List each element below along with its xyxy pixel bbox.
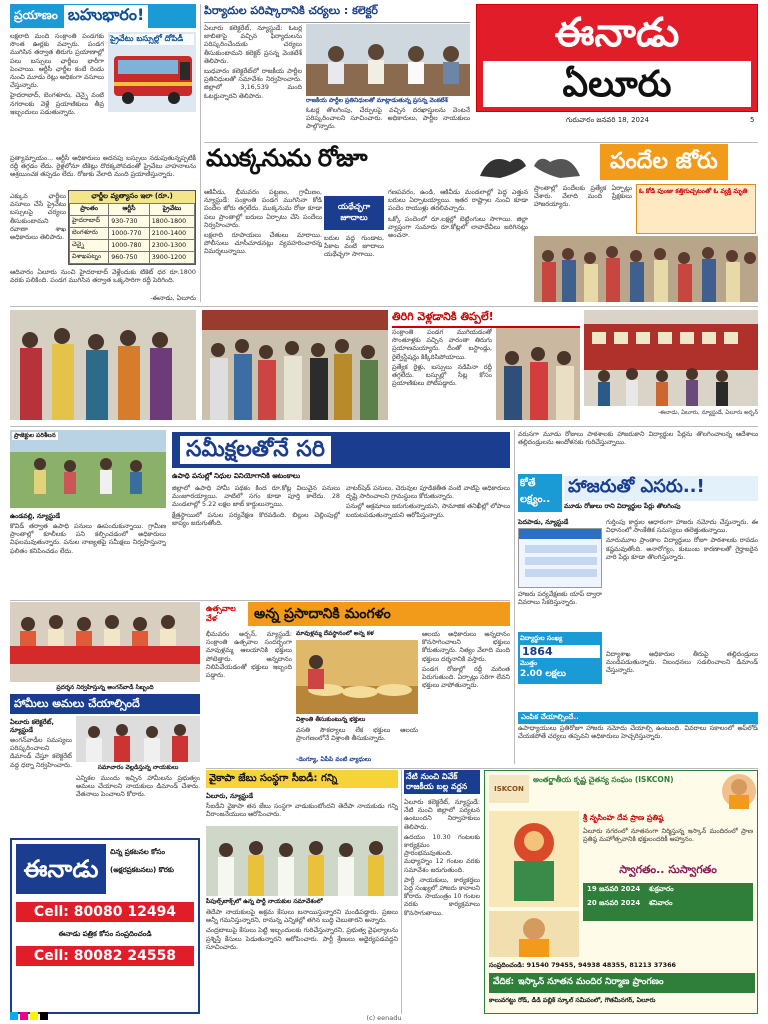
fare-row xyxy=(70,252,195,264)
prasadam-kicker: ఉత్సవాల వేళ xyxy=(206,604,236,623)
leaders-caption: సమాచారం వెల్లడిస్తున్న నాయకులు xyxy=(97,764,179,771)
iskcon-date: 20 జనవరి 2024 xyxy=(587,899,641,907)
cockfight-box xyxy=(636,184,756,234)
travel-credit: -ఈనాడు, ఏలూరు xyxy=(150,294,196,302)
iskcon-date: 19 జనవరి 2024 xyxy=(587,885,641,893)
fare-cell: 930-730 xyxy=(109,216,150,228)
cid-photo xyxy=(206,826,398,896)
stat-label: విద్యార్థుల సంఖ్య xyxy=(520,634,563,642)
return-headline: తిరిగి వెళ్లడానికి తిప్పలే! xyxy=(392,310,580,328)
section-divider xyxy=(10,306,758,307)
collector-body-1: ఏలూరు కలెక్టరేట్, న్యూస్టుడే: ఓటర్ల జాబితాపై వచ్చిన ఫిర్యాదులను పరిష్కరించేందుకు చర్యలు తీసుకుంటామని కలెక్టర్ ప్రసన్న వెంకటేశ్ తెలిపారు. బుధవారం కలెక్టరేట్‌లో రాజకీయ పార్టీల ప్రతినిధులతో సమావేశం నిర్వహించారు. జిల్లాలో 3,16,539 మంది ఓటర్లున్నారని తెలిపారు. xyxy=(204,24,302,100)
promises-body-2: ఎన్నికల ముందు ఇచ్చిన హామీలను ప్రభుత్వం అమలు చేయాలని నాయకులు డిమాండ్ చేశారు. వేతనాలు పెంచాలని కోరారు. xyxy=(76,774,200,799)
app-screenshot xyxy=(518,528,602,588)
leaders-photo xyxy=(76,716,200,762)
cyan-mark xyxy=(10,1012,18,1020)
cid-body-1: సీఐడీని వైకాపా తన జేబు సంస్థగా వాడుకుంటోందని తెదేపా నాయకుడు గన్ని వీరాంజనేయులు ఆరోపించారు. xyxy=(206,802,398,819)
fare-th: ప్రాంతం xyxy=(70,204,109,216)
masthead-edition: ఏలూరు xyxy=(562,63,672,105)
page-number: 5 xyxy=(750,116,755,124)
fare-table-title: ఛార్జీల వ్యత్యాసం ఇలా (రూ.) xyxy=(69,191,195,203)
ad-line1: చిన్న ప్రకటనల కోసం xyxy=(110,848,166,856)
field-photo-label: ప్రాజెక్టుల పరిశీలన xyxy=(14,432,56,439)
reviews-headline-box xyxy=(172,432,510,468)
magenta-mark xyxy=(20,1012,28,1020)
footer-copyright: (c) eenadu xyxy=(366,1014,402,1022)
cockfight-tag xyxy=(324,196,384,230)
iskcon-phones: సంప్రదించండి: 91540 79455, 94938 48355, 81213 37366 xyxy=(489,961,677,969)
stat-value: 2.00 లక్షలు xyxy=(520,669,566,679)
prasadam-caption-bottom: విశ్రాంతి తీసుకుంటున్న భక్తులు xyxy=(296,716,366,723)
crowd-photo-3 xyxy=(496,328,580,420)
section-divider xyxy=(10,600,510,601)
travel-kicker: ప్రయాణం xyxy=(14,7,58,22)
fare-cell: చెన్నై xyxy=(70,240,109,252)
cockfight-body-4: ప్రాంతాల్లో పందేలకు ప్రత్యేక ఏర్పాట్లు చేశారు. వేలాది మంది ప్రేక్షకులు హాజరయ్యారు. xyxy=(534,184,632,209)
protest-photo xyxy=(10,602,200,682)
reviews-body-3: వాటర్‌షెడ్ పనులు, చెరువుల పూడికతీత వంటి వాటిపై అధికారులు దృష్టి సారించాలని గ్రామస్థులు కోరుతున్నారు. పనుల్లో అక్రమాలు జరుగుతున్నాయని, సామాజిక తనిఖీల్లో లోపాలు బయటపడుతున్నాయని ఆరోపిస్తున్నారు. xyxy=(346,484,510,519)
iskcon-day: శుక్రవారం xyxy=(648,885,674,893)
cockfight-body-1: ఆకివీడు, భీమవరం పట్టణం, గ్రామీణం, న్యూస్టుడే: సంక్రాంతి పండగ ముగిసినా కోడి పందేల జోరు తగ్గలేదు. ముక్కనుమ రోజు కూడా పలు ప్రాంతాల్లో బరులు ఏర్పాటు చేసి పందేలు నిర్వహించారు. లక్షలాది రూపాయలు చేతులు మారాయి. పోలీసులు చూసీచూడనట్లు వ్యవహరించారన్న విమర్శలున్నాయి. xyxy=(204,188,322,256)
swami-photo xyxy=(721,773,757,809)
travel-body-4: ఆదివారం ఏలూరు నుంచి హైదరాబాద్ వెళ్లేందుకు టికెట్ ధర రూ.1800 వరకు పలికింది. పండగ ముగిసిన తర్వాత ఒక్కసారిగా రద్దీ పెరిగింది. xyxy=(10,268,196,285)
dateline: గురువారం జనవరి 18, 2024 xyxy=(566,116,649,124)
prasadam-footer-note: -డెంగ్యూ, ఏపీపి వంటి వ్యాధులు xyxy=(296,756,372,763)
fare-th: ప్రైవేటు xyxy=(149,204,194,216)
cockfight-body-2: బరుల వద్ద గుండాట, పేకాట వంటి జూదాలు యథేచ్ఛగా సాగాయి. xyxy=(324,234,384,259)
travel-body-2: ప్రత్యామ్నాయం... ఆర్టీసీ అధికారులు అదనపు బస్సులు నడుపుతున్నప్పటికీ రద్దీ తగ్గడం లేదు. రైళ్లలోనూ టికెట్లు దొరక్కపోవడంతో ప్రైవేటు వాహనాలను ఆశ్రయించక తప్పడం లేదు. రోజుకు వేలాది మంది ప్రయాణిస్తున్నారు. xyxy=(10,154,196,179)
attendance-lower-label: ఎంపిక చేయాల్సిందే.. xyxy=(518,712,758,724)
story-attendance xyxy=(518,430,758,764)
masthead xyxy=(476,4,758,112)
iskcon-address: కాలువగట్టు రోడ్, డీడీ పబ్లిక్ స్కూల్ సమీపంలో, గౌతమీనగర్, ఏలూరు xyxy=(489,997,656,1004)
story-cockfights xyxy=(204,144,758,302)
crowd-photo xyxy=(534,236,758,302)
fare-cell: 1000-780 xyxy=(109,240,150,252)
attendance-body-4: ఉపాధ్యాయులు ప్రతిరోజూ హాజరు నమోదు చేయాల్సి ఉంటుంది. వివరాలు సకాలంలో అప్‌లోడ్ చేయకపోతే చర్యలు తప్పవని అధికారులు హెచ్చరిస్తున్నారు. xyxy=(518,724,758,741)
section-divider xyxy=(204,142,758,143)
column-divider xyxy=(200,4,201,302)
promises-headline: హామీలు అమలు చేయాల్సిందే xyxy=(10,694,200,714)
attendance-top-body: వరుసగా మూడు రోజులు పాఠశాలకు హాజరుకాని విద్యార్థుల పేర్లను తొలగించాలన్న ఆదేశాలు తల్లిదండ్రులను ఆందోళనకు గురిచేస్తున్నాయి. xyxy=(518,430,758,447)
yellow-mark xyxy=(30,1012,38,1020)
attendance-stats xyxy=(518,632,602,684)
fare-table-grid xyxy=(69,203,195,264)
iskcon-dates xyxy=(583,883,753,921)
attendance-subhead: మూడు రోజులు రాని విద్యార్థుల పేర్లు తొలగింపు xyxy=(564,502,681,510)
ad-phone2: Cell: 80082 24558 xyxy=(16,946,194,966)
promises-dateline: ఏలూరు కలెక్టరేట్, న్యూస్టుడే xyxy=(10,718,54,734)
fare-cell: 1000-770 xyxy=(109,228,150,240)
return-body: సంక్రాంతి పండగ ముగియడంతో సొంతూళ్లకు వచ్చిన వారంతా తిరుగు ప్రయాణమయ్యారు. దీంతో బస్టాండ్లు, రైల్వేస్టేషన్లు కిక్కిరిసిపోయాయి. ప్రత్యేక రైళ్లు, బస్సులు నడిపినా రద్దీ తగ్గలేదు. బస్సుల్లో సీట్ల కోసం ప్రయాణికులు పోటీపడ్డారు. xyxy=(392,328,492,388)
fare-row xyxy=(70,240,195,252)
stat-value: 1864 xyxy=(520,645,600,658)
fare-cell: 2300-1300 xyxy=(149,240,194,252)
reviews-dateline: ఉండవల్లి, న్యూస్టుడే xyxy=(10,512,61,520)
iskcon-welcome: స్వాగతం.. సుస్వాగతం xyxy=(619,863,717,876)
reviews-body-2: జిల్లాలో ఉపాధి హామీ పథకం కింద రూ.కోట్ల విలువైన పనులు మంజూరయ్యాయి. వాటిలో సగం కూడా పూర్తి కాలేదు. 28 మండలాల్లో 5.22 లక్షల జాబ్ కార్డులున్నాయి. క్షేత్రస్థాయిలో పనుల పర్యవేక్షణ కొరవడింది. బిల్లుల చెల్లింపుల్లో జాప్యం జరుగుతోంది. xyxy=(172,484,340,527)
cid-body-2: తెదేపా నాయకులపై అక్రమ కేసులు బనాయిస్తున్నారని మండిపడ్డారు. ప్రజలు అన్నీ గమనిస్తున్నారని, రానున్న ఎన్నికల్లో తగిన బుద్ధి చెబుతారని అన్నారు. చంద్రబాబుపై కేసులు పెట్టి ఇబ్బందులకు గురిచేస్తున్నారని, ప్రభుత్వ వైఫల్యాలను ప్రశ్నిస్తే కేసులు పెడుతున్నారని ఆరోపించారు. పార్టీ శ్రేణులు అధైర్యపడవద్దని సూచించారు. xyxy=(206,908,398,951)
iskcon-brand: ISKCON xyxy=(489,775,529,803)
cockfight-box-title: ఓ కోడి పుంజు కత్తిగుచ్చటంతో ఓ వ్యక్తి మృతి xyxy=(639,187,748,195)
iskcon-ad xyxy=(484,770,758,1014)
vivek-headline: నేటి నుంచి వివేక్ రాజకీయ బల్ల వర్ణన xyxy=(404,770,480,794)
reviews-body-1: కొవిడ్ తర్వాత ఉపాధి పనులు ఊపందుకున్నాయి. గ్రామీణ ప్రాంతాల్లో కూలీలకు పని కల్పించడంలో అధికారులు విఫలమవుతున్నారు. పనుల నాణ్యతపై సమీక్షలు నిర్వహిస్తున్నా ఫలితం కనిపించడం లేదు. xyxy=(10,522,166,555)
train-photo xyxy=(584,310,758,406)
ad-phone1: Cell: 80080 12494 xyxy=(16,902,194,922)
story-vivek xyxy=(404,770,480,1014)
travel-body-3: ఎక్కువ ఛార్జీలు వసూలు చేసే ప్రైవేటు బస్సులపై చర్యలు తీసుకుంటామని రవాణా శాఖ అధికారులు తెలిపారు. xyxy=(10,192,66,242)
attendance-body-3: విద్యాశాఖ అధికారుల తీరుపై తల్లిదండ్రులు మండిపడుతున్నారు. నిబంధనలు సడలించాలని డిమాండ్ చేస్తున్నారు. xyxy=(606,650,758,675)
eenadu-classifieds-ad xyxy=(10,838,200,1014)
iskcon-day: శనివారం xyxy=(648,899,673,907)
crowd-photo-1 xyxy=(10,310,196,420)
cockfight-body-3: గణపవరం, ఉండి, ఆకివీడు మండలాల్లో పెద్ద ఎత్తున బరులు ఏర్పాటయ్యాయి. ఇతర రాష్ట్రాల నుంచి కూడా పందెం రాయుళ్లు తరలివచ్చారు. ఒక్కో పందెంలో రూ.లక్షల్లో బెట్టింగులు సాగాయి. జిల్లా వ్యాప్తంగా సుమారు రూ.కోట్లలో లావాదేవీలు జరిగినట్లు అంచనా. xyxy=(388,188,528,240)
fare-table xyxy=(68,190,196,265)
story-reviews xyxy=(10,430,510,598)
ad-line2: (అక్షరప్రకటనలు) కొరకు xyxy=(110,866,174,874)
reviews-subhead: ఉపాధి పనుల్లో నిధుల వినియోగానికి ఆటంకాలు xyxy=(172,472,301,480)
prasadam-headline: అన్న ప్రసాదానికి మంగళం xyxy=(248,602,510,626)
stat-label: మొత్తం xyxy=(520,659,538,667)
protest-caption: ప్రదర్శన నిర్వహిస్తున్న అంగన్‌వాడీ సిబ్బంది xyxy=(56,684,154,691)
cockfight-headline-b: పందేల జోరు xyxy=(600,144,728,180)
attendance-body-1: గుర్తింపు కార్డుల ఆధారంగా హాజరు నమోదు చేస్తున్నారు. ఈ విధానంలో సాంకేతిక సమస్యలు తలెత్తుతున్నాయి. మారుమూల ప్రాంతాల విద్యార్థులు రోజూ పాఠశాలకు రావడం కష్టమవుతోంది. అనారోగ్యం, కుటుంబ కారణాలతో గైర్హాజరైన వారి పేర్లు కూడా తొలగిస్తున్నారు. xyxy=(606,518,758,561)
iskcon-body: ఏలూరు నగరంలో నూతనంగా నిర్మిస్తున్న ఇస్కాన్ మందిరంలో ప్రాణ ప్రతిష్ఠ మహోత్సవానికి భక్తులందరికీ ఆహ్వానం. xyxy=(583,827,753,844)
deity-image xyxy=(489,811,579,907)
fare-cell: 3900-1200 xyxy=(149,252,194,264)
crowd-photo-2 xyxy=(202,310,388,420)
story-collector xyxy=(204,4,470,140)
registration-marks xyxy=(10,1012,48,1020)
fare-row xyxy=(70,228,195,240)
fare-cell: 960-750 xyxy=(109,252,150,264)
story-travel xyxy=(10,4,196,302)
vivek-body: ఏలూరు కలెక్టరేట్, న్యూస్టుడే: నేటి నుంచి జిల్లాలో పర్యటన ఉంటుందని నిర్వాహకులు తెలిపారు. ఉదయం 10.30 గంటలకు కార్యక్రమం ప్రారంభమవుతుంది. మధ్యాహ్నం 12 గంటల వరకు సమావేశం జరుగుతుంది. పార్టీ నాయకులు, కార్యకర్తలు పెద్ద సంఖ్యలో హాజరు కావాలని కోరారు. సాయంత్రం 10 గంటల వరకు కార్యక్రమాలు కొనసాగుతాయి. xyxy=(404,798,480,917)
section-divider xyxy=(206,768,758,769)
ad-logo-box xyxy=(16,844,106,894)
cockfight-tag-text: యథేచ్ఛగా జూదాలు xyxy=(337,202,371,222)
story-promises xyxy=(10,602,200,834)
cockfight-headline-a: ముక్కనుమ రోజూ xyxy=(206,144,367,172)
reviews-headline: సమీక్షలతోనే సరి xyxy=(180,436,331,464)
column-divider xyxy=(514,430,515,764)
fare-cell: విశాఖపట్నం xyxy=(70,252,109,264)
collector-caption: రాజకీయ పార్టీల ప్రతినిధులతో మాట్లాడుతున్న ప్రసన్న వెంకటేశ్ xyxy=(306,97,448,104)
attendance-body-2: హాజరు పర్యవేక్షణకు యాప్ ద్వారా వివరాలు సేకరిస్తున్నారు. xyxy=(518,590,602,607)
fare-th: ఆర్టీసీ xyxy=(109,204,150,216)
fare-cell: 1800-1800 xyxy=(149,216,194,228)
prasadam-body-1: భీమవరం అర్బన్, న్యూస్టుడే: సంక్రాంతి ఉత్సవాల సందర్భంగా మావుళ్లమ్మ ఆలయానికి భక్తులు పోటెత్తారు. అన్నదానం నిలిపివేయడంతో భక్తులు ఇబ్బంది పడ్డారు. xyxy=(206,630,292,680)
story-cid xyxy=(206,770,398,1014)
prasadam-body-3: ఆలయ అధికారులు అన్నదానం కొనసాగించాలని భక్తులు కోరుతున్నారు. నిత్యం వేలాది మంది భక్తులు దర్శనానికి వస్తారు. పండగ రోజుల్లో రద్దీ మరింత పెరుగుతుంది. ఏర్పాట్లు సరిగా లేవని భక్తులు వాపోతున్నారు. xyxy=(422,630,510,690)
iskcon-event: శ్రీ నృసింహ దేవ ప్రాణ ప్రతిష్ఠ xyxy=(583,813,664,822)
travel-subhead: ప్రైవేటు బస్సుల్లో దోపిడీ xyxy=(110,34,194,45)
guru-photo xyxy=(489,911,579,957)
field-photo xyxy=(10,430,166,508)
cid-caption: పీపుల్స్‌బాక్స్‌లో ఉన్న పార్టీ నాయకుల సమావేశంలో xyxy=(206,898,323,905)
fare-cell: బెంగళూరు xyxy=(70,228,109,240)
iskcon-venue: ఇస్కాన్ నూతన మందిర నిర్మాణ ప్రాంగణం xyxy=(518,977,664,987)
iskcon-date-row xyxy=(587,899,749,909)
fare-row xyxy=(70,216,195,228)
masthead-logo: ఈనాడు xyxy=(554,9,680,56)
masthead-edition-box xyxy=(483,61,751,107)
rooster-illustration xyxy=(470,144,590,186)
fare-cell: హైదరాబాద్ xyxy=(70,216,109,228)
prasadam-body-2: వసతి సౌకర్యాలు లేక భక్తులు ఆలయ ప్రాంగణంలోనే విశ్రాంతి తీసుకున్నారు. xyxy=(296,726,418,743)
fare-cell: 2100-1400 xyxy=(149,228,194,240)
black-mark xyxy=(40,1012,48,1020)
travel-headline-bar xyxy=(10,4,196,28)
promises-body-1: అంగన్‌వాడీల సమస్యలు పరిష్కరించాలని డిమాండ్ చేస్తూ కలెక్టరేట్ వద్ద ధర్నా నిర్వహించారు. xyxy=(10,736,72,769)
attendance-headline: హాజరుతో ఎసరు..! xyxy=(564,476,758,501)
attendance-dateline: పెదపాడు, న్యూస్టుడే xyxy=(518,518,569,526)
iskcon-date-row xyxy=(587,885,749,895)
iskcon-venue-label: వేదిక: xyxy=(493,977,515,987)
prasadam-caption-top: మావుళ్లమ్మ దేవస్థానంలో అన్న కళ xyxy=(296,630,374,637)
iskcon-title: అంతర్జాతీయ కృష్ణ చైతన్య సంఘం (ISKCON) xyxy=(533,775,674,784)
ad-logo: ఈనాడు xyxy=(23,854,99,883)
iskcon-venue-bar xyxy=(489,973,755,993)
cid-headline: వైకాపా జేబు సంస్థగా సీఐడీ: గన్ని xyxy=(206,770,398,788)
story-return-journey xyxy=(10,310,758,422)
column-divider xyxy=(401,770,402,1014)
travel-body-1: లక్షలాది మంది సంక్రాంతి పండగకు సొంత ఊర్లకు వచ్చారు. పండగ ముగిసిన తర్వాత తిరుగు ప్రయాణాల్లో పలు బస్సులు ఛార్జీలు భారీగా పెంచాయి. ఆర్టీసీ ఛార్జీల కంటే రెండు నుంచి మూడు రెట్లు అధికంగా వసూలు చేస్తున్నారు. హైదరాబాద్, బెంగళూరు, చెన్నై వంటి నగరాలకు వెళ్లే ప్రయాణికులు తీవ్ర ఇబ్బందులు పడుతున్నారు. xyxy=(10,32,104,116)
section-divider xyxy=(10,426,758,427)
travel-headline: బహుభారం! xyxy=(64,5,149,28)
prasadam-photo xyxy=(296,640,418,714)
cid-dateline: ఏలూరు, న్యూస్టుడే xyxy=(206,792,254,800)
story-prasadam xyxy=(206,602,510,766)
collector-headline: పిర్యాదుల పరిష్కారానికి చర్యలు : కలెక్టర్ xyxy=(204,4,470,23)
return-credit: -ఈనాడు, ఏలూరు, న్యూస్టుడే, ఏలూరు అర్బన్ xyxy=(658,410,758,416)
ad-note: ఈనాడు పత్రిక కోసం సంప్రదించండి xyxy=(58,930,152,938)
attendance-kicker: కోతే లక్ష్యం.. xyxy=(518,474,562,512)
collector-photo xyxy=(306,24,470,96)
collector-body-2: ఓటర్ల తొలగింపు, చేర్పులపై వచ్చిన దరఖాస్తులను వెంటనే పరిష్కరించాలని సూచించారు. అధికారులు, పార్టీల నాయకులు పాల్గొన్నారు. xyxy=(306,106,470,131)
